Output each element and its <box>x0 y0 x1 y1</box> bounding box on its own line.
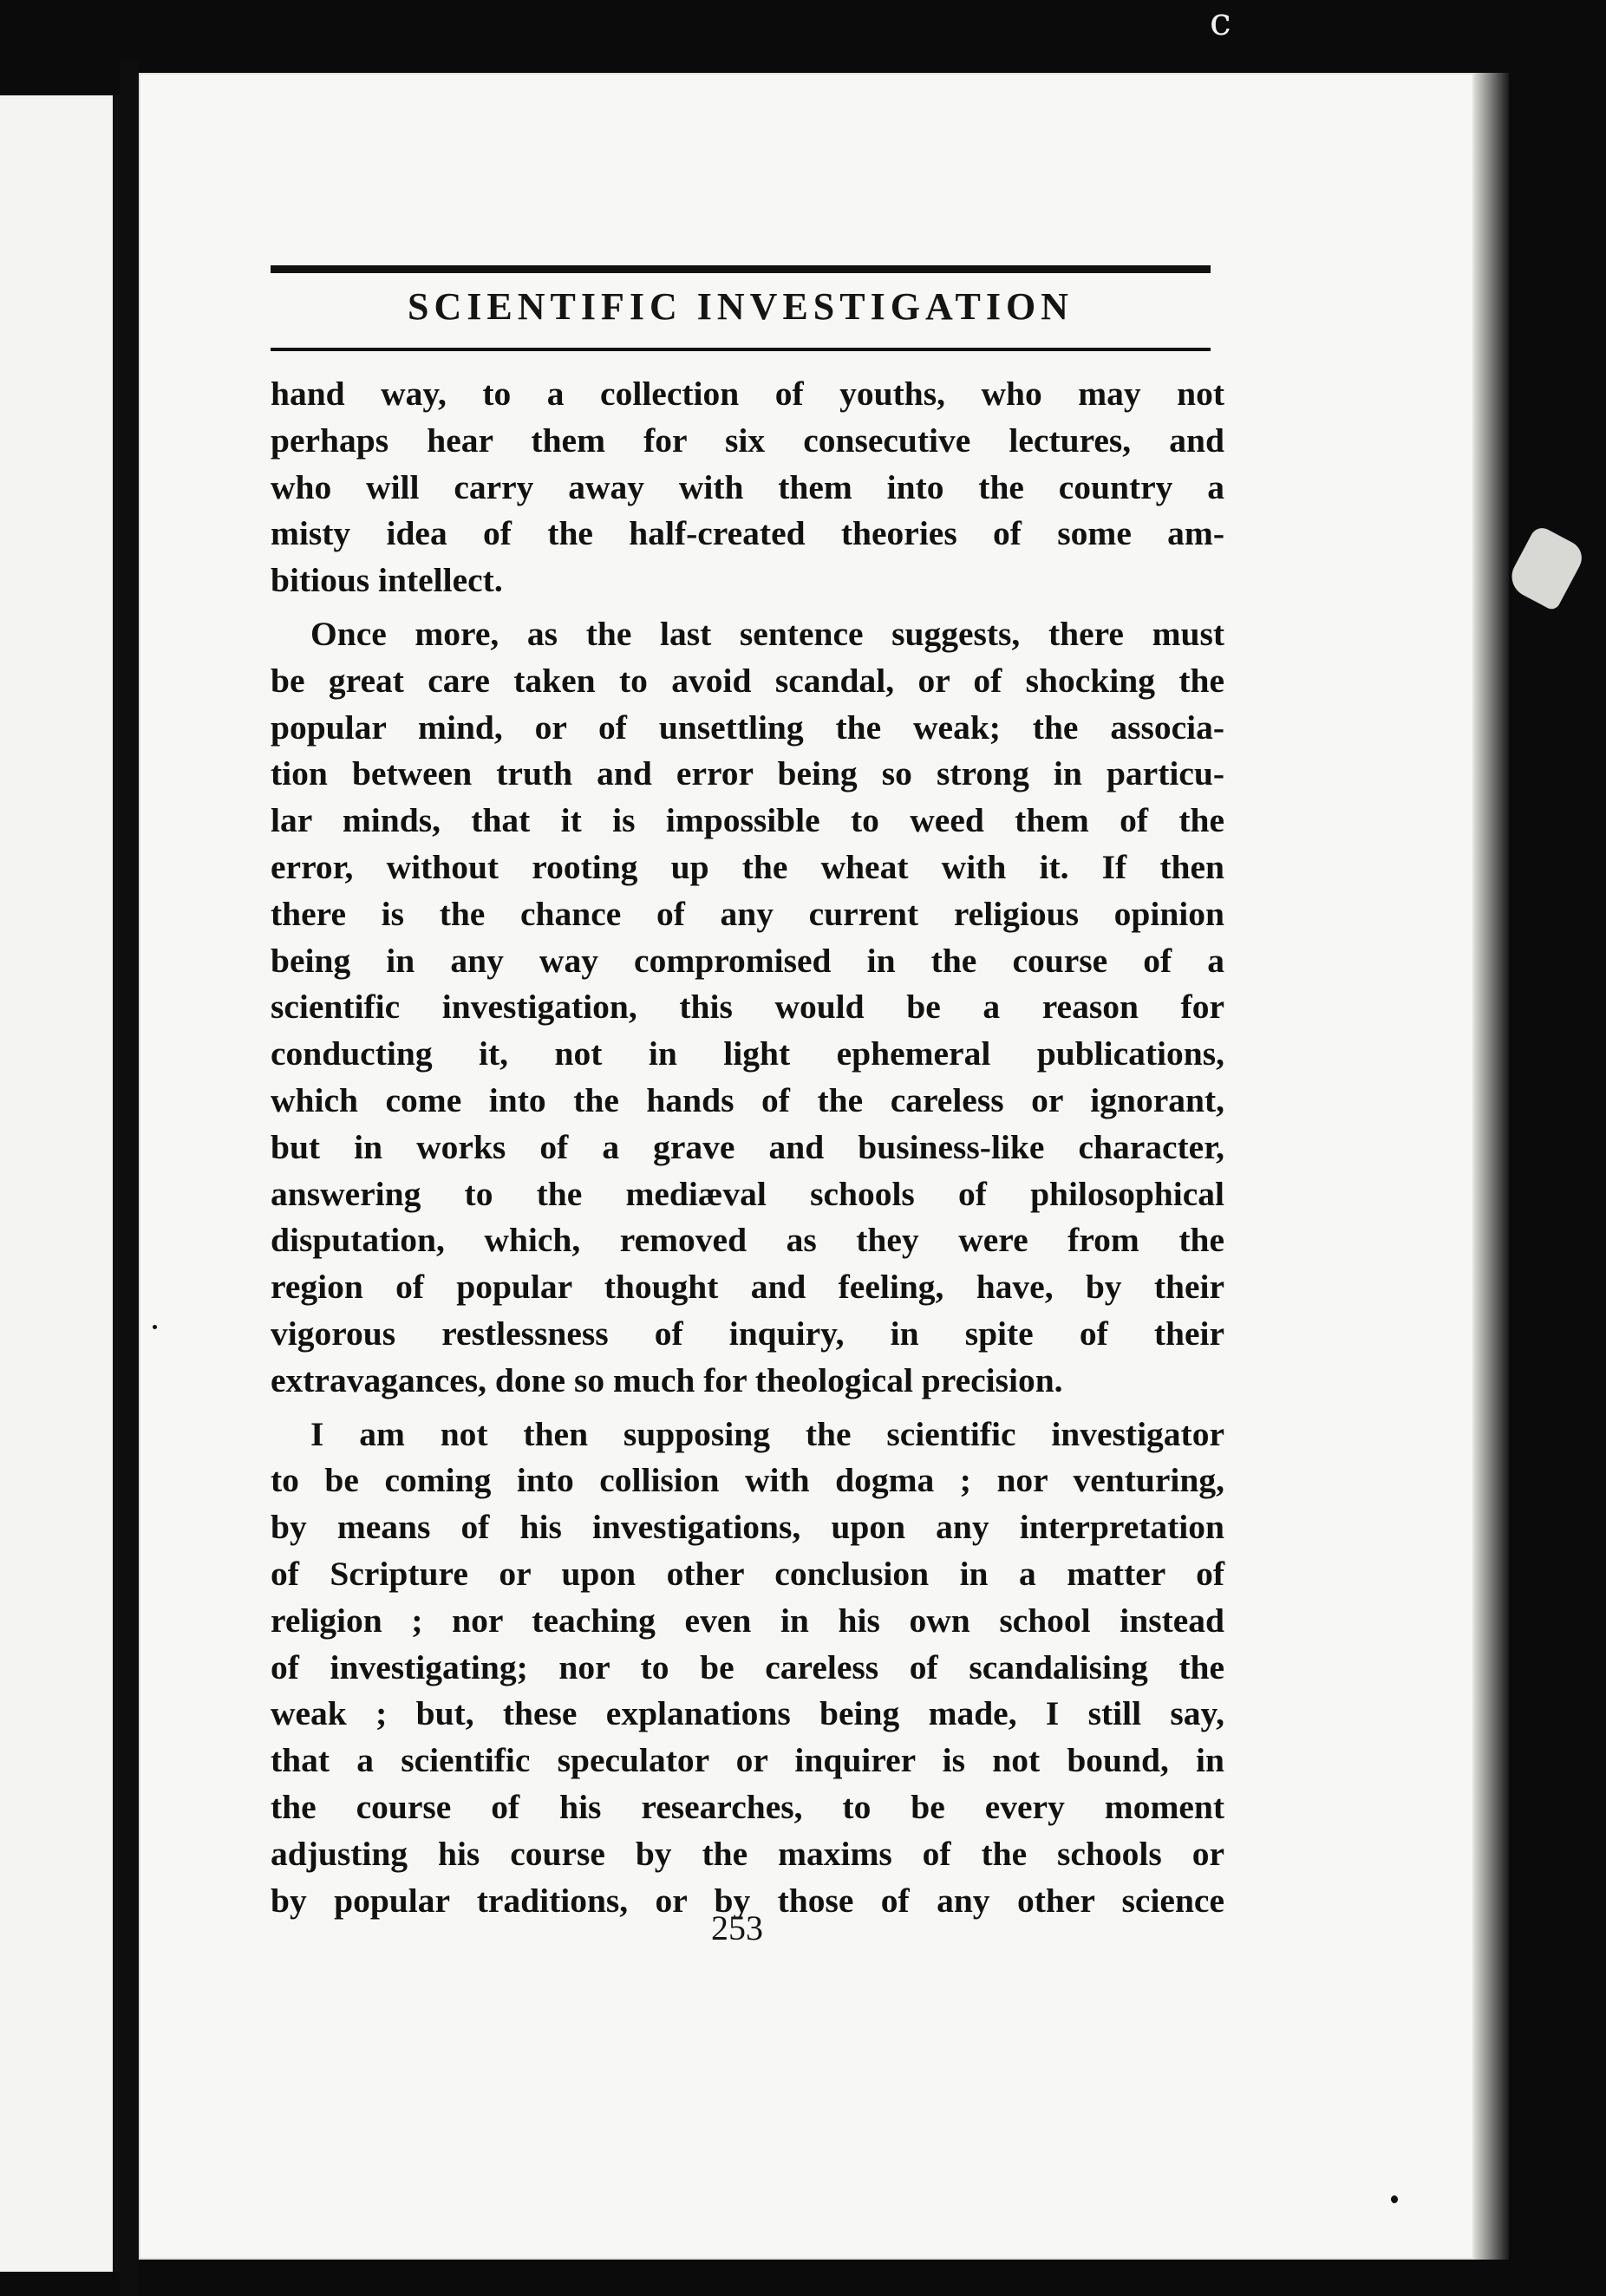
text-line: extravagances, done so much for theological precision. <box>271 1360 1063 1399</box>
text-line: by popular traditions, or by those of any other science <box>271 1881 1224 1920</box>
scan-speck <box>1391 2195 1398 2203</box>
paragraph <box>271 611 1224 1405</box>
text-line: hand way, to a collection of youths, who may not <box>271 375 1224 413</box>
page-edge-shadow <box>1474 73 1509 2260</box>
paragraph <box>271 1412 1224 1925</box>
text-line: error, without rooting up the wheat with it. If then <box>271 847 1224 886</box>
text-line: I am not then supposing the scientific investigator <box>310 1414 1224 1453</box>
text-line: which come into the hands of the careless or ignorant, <box>271 1080 1224 1119</box>
text-line: adjusting his course by the maxims of the schools or <box>271 1834 1224 1873</box>
body-text <box>271 371 1224 1924</box>
text-line: scientific investigation, this would be a reason for <box>271 988 1224 1027</box>
text-line: be great care taken to avoid scandal, or of shocking the <box>271 661 1224 700</box>
text-line: by means of his investigations, upon any interpretation <box>271 1508 1224 1547</box>
text-line: weak ; but, these explanations being made, I still say, <box>271 1694 1224 1733</box>
text-line: conducting it, not in light ephemeral publications, <box>271 1034 1224 1073</box>
scan-speck <box>153 1325 157 1329</box>
text-line: to be coming into collision with dogma ; nor venturing, <box>271 1461 1224 1500</box>
text-line: disputation, which, removed as they were from the <box>271 1221 1224 1260</box>
tape-mark <box>1505 524 1588 612</box>
header-rule-bottom <box>271 348 1211 351</box>
text-line: of Scripture or upon other conclusion in a matter of <box>271 1554 1224 1593</box>
text-line: tion between truth and error being so strong in particu- <box>271 754 1224 793</box>
text-line: vigorous restlessness of inquiry, in spite of their <box>271 1314 1224 1353</box>
paragraph <box>271 371 1224 604</box>
text-line: but in works of a grave and business-like character, <box>271 1127 1224 1166</box>
scan-corner-mark: c <box>1210 0 1231 44</box>
text-line: being in any way compromised in the course of a <box>271 941 1224 980</box>
text-line: bitious intellect. <box>271 561 503 600</box>
book-gutter <box>120 61 139 2296</box>
header-rule-top <box>271 265 1211 273</box>
text-line: religion ; nor teaching even in his own school instead <box>271 1601 1224 1640</box>
text-line: of investigating; nor to be careless of scandalising the <box>271 1647 1224 1686</box>
text-line: that a scientific speculator or inquirer is not bound, in <box>271 1741 1224 1780</box>
text-line: region of popular thought and feeling, have, by their <box>271 1268 1224 1307</box>
text-line: there is the chance of any current religious opinion <box>271 894 1224 933</box>
facing-page-edge <box>0 95 120 2272</box>
text-line: answering to the mediæval schools of philosophical <box>271 1174 1224 1213</box>
text-line: who will carry away with them into the country a <box>271 467 1224 506</box>
text-line: popular mind, or of unsettling the weak; the associa- <box>271 708 1224 747</box>
text-line: misty idea of the half-created theories of some am- <box>271 514 1224 553</box>
text-line: Once more, as the last sentence suggests, there must <box>310 614 1224 653</box>
running-head: SCIENTIFIC INVESTIGATION <box>408 285 1074 328</box>
page-number: 253 <box>711 1908 763 1947</box>
text-line: lar minds, that it is impossible to weed them of the <box>271 801 1224 840</box>
text-line: perhaps hear them for six consecutive lectures, and <box>271 421 1224 460</box>
text-line: the course of his researches, to be every moment <box>271 1787 1224 1826</box>
